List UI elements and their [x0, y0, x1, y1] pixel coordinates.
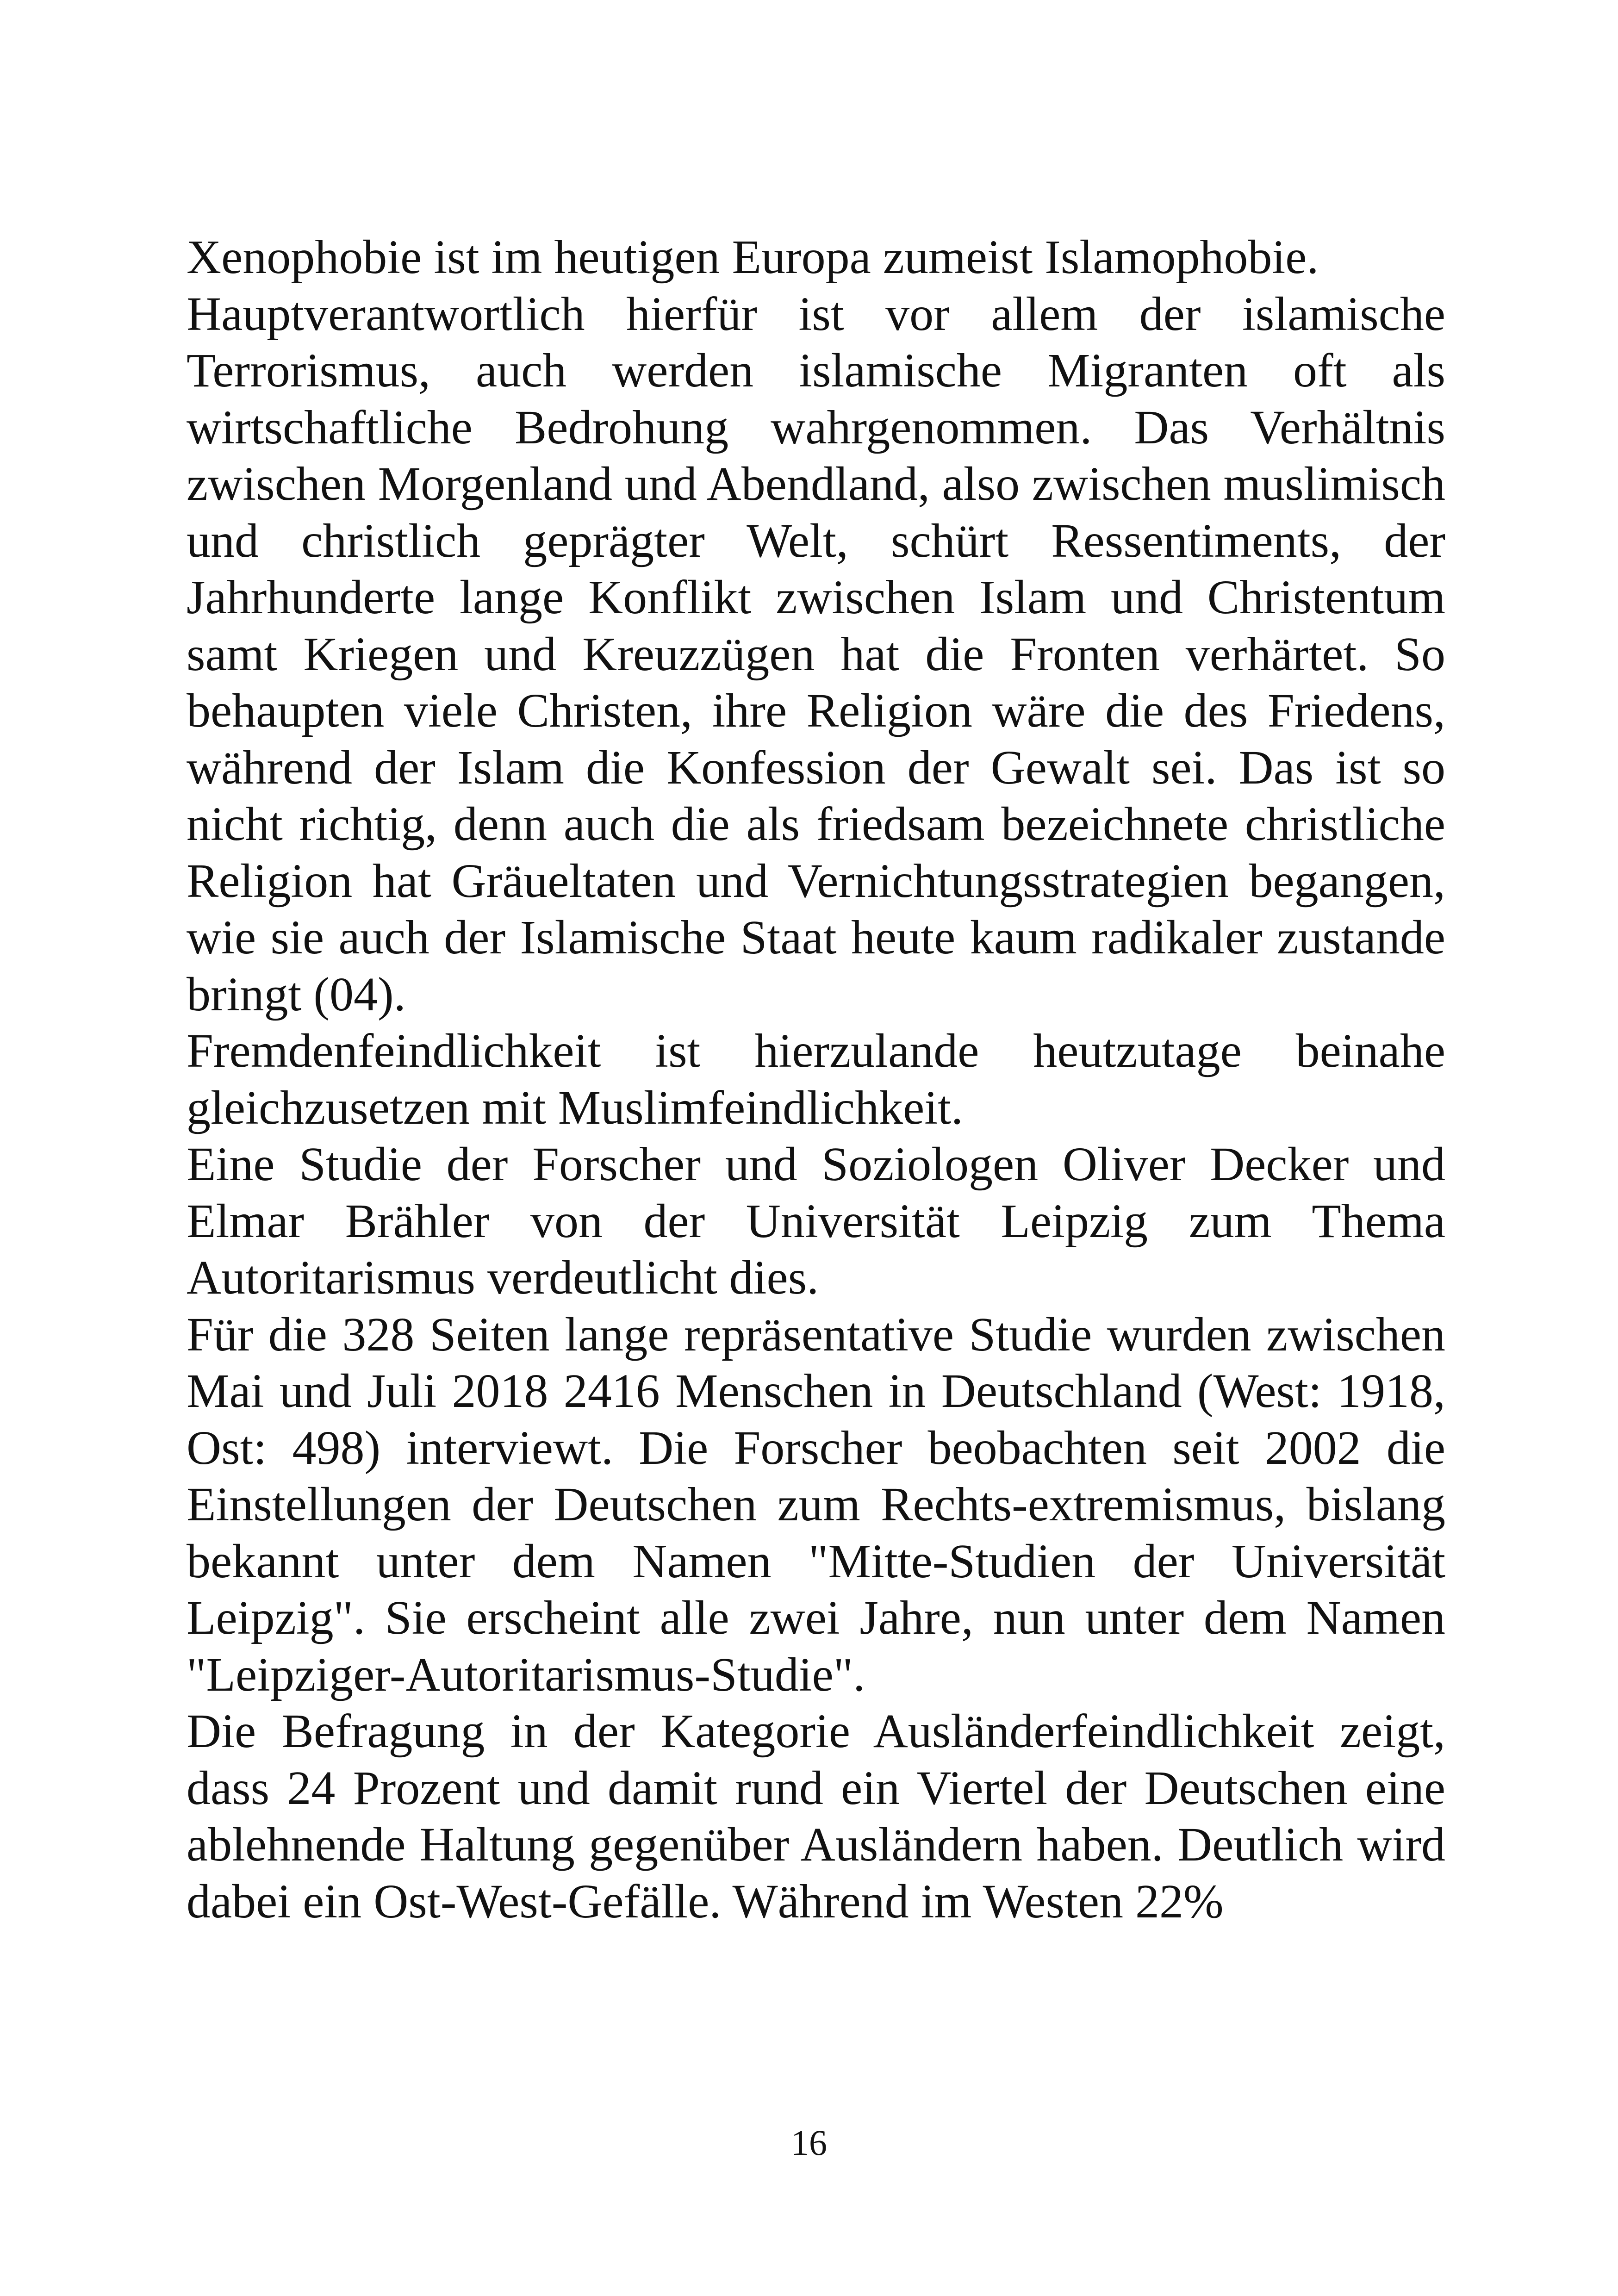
paragraph-6: Die Befragung in der Kategorie Ausländerfeindlichkeit zeigt, dass 24 Prozent und damit rund ein Viertel der Deutschen eine ablehnende Haltung gegenüber Ausländern haben. Deutlich wird dabei ein Ost-West-Gefälle. Während im Westen 22% [187, 1705, 1445, 1928]
paragraph-5: Für die 328 Seiten lange repräsentative Studie wurden zwischen Mai und Juli 2018 2416 Menschen in Deutschland (West: 1918, Ost: 498) interviewt. Die Forscher beobachten seit 2002 die Einstellungen der Deutschen zum Rechts-extremismus, bislang bekannt unter dem Namen "Mitte-Studien der Universität Leipzig". Sie erscheint alle zwei Jahre, nun unter dem Namen "Leipziger-Autoritarismus-Studie". [187, 1307, 1445, 1701]
body-text [187, 229, 1445, 1930]
paragraph-1: Xenophobie ist im heutigen Europa zumeist Islamophobie. [187, 230, 1319, 284]
paragraph-2: Hauptverantwortlich hierfür ist vor allem der islamische Terrorismus, auch werden islamische Migranten oft als wirtschaftliche Bedrohung wahrgenommen. Das Verhältnis zwischen Morgenland und Abendland, also zwischen muslimisch und christlich geprägter Welt, schürt Ressentiments, der Jahrhunderte lange Konflikt zwischen Islam und Christentum samt Kriegen und Kreuzzügen hat die Fronten verhärtet. So behaupten viele Christen, ihre Religion wäre die des Friedens, während der Islam die Konfession der Gewalt sei. Das ist so nicht richtig, denn auch die als friedsam bezeichnete christliche Religion hat Gräueltaten und Vernichtungsstrategien begangen, wie sie auch der Islamische Staat heute kaum radikaler zustande bringt (04). [187, 287, 1445, 1021]
paragraph-3: Fremdenfeindlichkeit ist hierzulande heutzutage beinahe gleichzusetzen mit Muslimfeindlichkeit. [187, 1024, 1445, 1134]
paragraph-4: Eine Studie der Forscher und Soziologen Oliver Decker und Elmar Brähler von der Universität Leipzig zum Thema Autoritarismus verdeutlicht dies. [187, 1138, 1445, 1304]
page-number: 16 [791, 2122, 827, 2163]
